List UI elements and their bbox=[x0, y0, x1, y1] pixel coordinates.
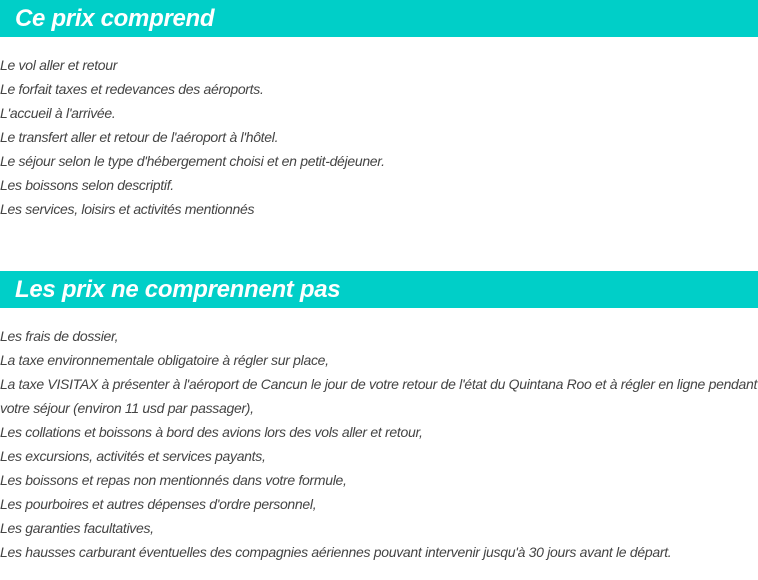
list-item: Les boissons et repas non mentionnés dans votre formule, bbox=[0, 472, 347, 488]
list-item: Le forfait taxes et redevances des aéroports. bbox=[0, 81, 264, 97]
list-item: La taxe environnementale obligatoire à régler sur place, bbox=[0, 352, 329, 368]
list-item: Les garanties facultatives, bbox=[0, 520, 154, 536]
included-section bbox=[0, 0, 758, 221]
list-item: Les collations et boissons à bord des avions lors des vols aller et retour, bbox=[0, 424, 423, 440]
list-item: Les frais de dossier, bbox=[0, 328, 119, 344]
excluded-list bbox=[0, 324, 758, 564]
list-item: L'accueil à l'arrivée. bbox=[0, 105, 116, 121]
excluded-section bbox=[0, 271, 758, 564]
list-item: Les hausses carburant éventuelles des compagnies aériennes pouvant intervenir jusqu'à 30 jours avant le départ. bbox=[0, 544, 672, 560]
list-item: La taxe VISITAX à présenter à l'aéroport de Cancun le jour de votre retour de l'état du Quintana Roo et à régler en ligne pendant votre séjour (environ 11 usd par passager), bbox=[0, 376, 758, 416]
list-item: Le vol aller et retour bbox=[0, 57, 118, 73]
list-item: Les excursions, activités et services payants, bbox=[0, 448, 266, 464]
list-item: Les services, loisirs et activités mentionnés bbox=[0, 201, 255, 217]
list-item: Les pourboires et autres dépenses d'ordre personnel, bbox=[0, 496, 317, 512]
excluded-heading: Les prix ne comprennent pas bbox=[0, 271, 758, 308]
list-item: Le séjour selon le type d'hébergement choisi et en petit-déjeuner. bbox=[0, 153, 385, 169]
list-item: Les boissons selon descriptif. bbox=[0, 177, 174, 193]
included-heading: Ce prix comprend bbox=[0, 0, 758, 37]
included-list bbox=[0, 53, 758, 221]
list-item: Le transfert aller et retour de l'aéroport à l'hôtel. bbox=[0, 129, 279, 145]
